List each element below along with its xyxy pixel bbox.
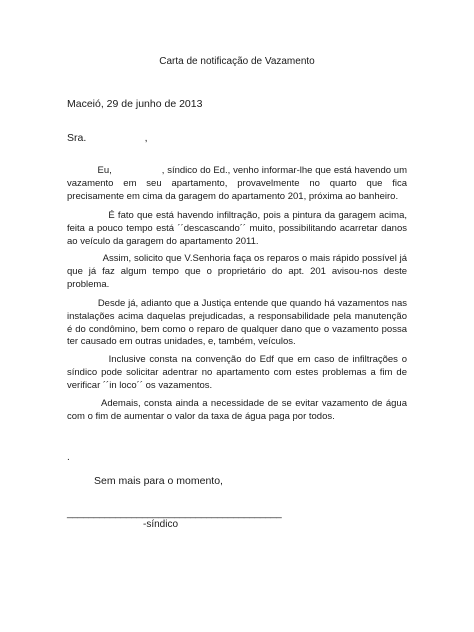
signature-line: ________________________________________ xyxy=(67,508,282,519)
letter-title: Carta de notificação de Vazamento xyxy=(159,56,315,67)
paragraph-line: Desde já, adianto que a Justiça entende que quando há vazamentos nas xyxy=(67,298,407,309)
paragraph-water-fee xyxy=(67,398,407,424)
stray-mark: . xyxy=(67,452,70,463)
paragraph-infiltration xyxy=(67,210,407,248)
paragraph-line: é do condômino, bem como o reparo de qualquer dano que o vazamento possa xyxy=(67,323,407,335)
closing-line: Sem mais para o momento, xyxy=(94,475,223,487)
paragraph-line: feita a pouco tempo está ´´descascando´´ muito, possibilitando acarretar danos xyxy=(67,222,407,234)
paragraph-line: Eu, , síndico do Ed., venho informar-lhe que está havendo um xyxy=(67,165,407,176)
paragraph-convention xyxy=(67,354,407,392)
paragraph-leak-notice xyxy=(67,165,407,203)
paragraph-line: problema. xyxy=(67,278,110,290)
paragraph-line: verificar ´´in loco´´ os vazamentos. xyxy=(67,379,213,391)
paragraph-line: Assim, solicito que V.Senhoria faça os reparos o mais rápido possível já xyxy=(67,253,407,264)
paragraph-line: precisamente em cima da garagem do apartamento 201, próxima ao banheiro. xyxy=(67,190,399,202)
paragraph-line: instalações acima daquelas prejudicadas, a responsabilidade pela manutenção xyxy=(67,310,407,322)
place-and-date: Maceió, 29 de junho de 2013 xyxy=(67,98,203,110)
paragraph-legal-note xyxy=(67,298,407,349)
paragraph-line: É fato que está havendo infiltração, pois a pintura da garagem acima, xyxy=(67,210,407,221)
paragraph-line: síndico pode solicitar adentrar no apartamento com estes problemas a fim de xyxy=(67,366,407,378)
salutation: Sra. , xyxy=(67,132,148,144)
paragraph-line: vazamento em seu apartamento, provavelmente no quarto que fica xyxy=(67,177,407,189)
paragraph-line: com o fim de aumentar o valor da taxa de água paga por todos. xyxy=(67,410,335,422)
paragraph-line: que já faz algum tempo que o proprietário do apt. 201 avisou-nos deste xyxy=(67,265,407,277)
signature-name: -síndico xyxy=(143,519,179,530)
paragraph-line: ao veículo da garagem do apartamento 2011. xyxy=(67,235,259,247)
paragraph-line: Inclusive consta na convenção do Edf que em caso de infiltrações o xyxy=(67,354,407,365)
paragraph-request-repair xyxy=(67,253,407,291)
paragraph-line: Ademais, consta ainda a necessidade de se evitar vazamento de água xyxy=(67,398,407,409)
paragraph-line: ter causado em outras unidades, e, também, veículos. xyxy=(67,336,296,348)
